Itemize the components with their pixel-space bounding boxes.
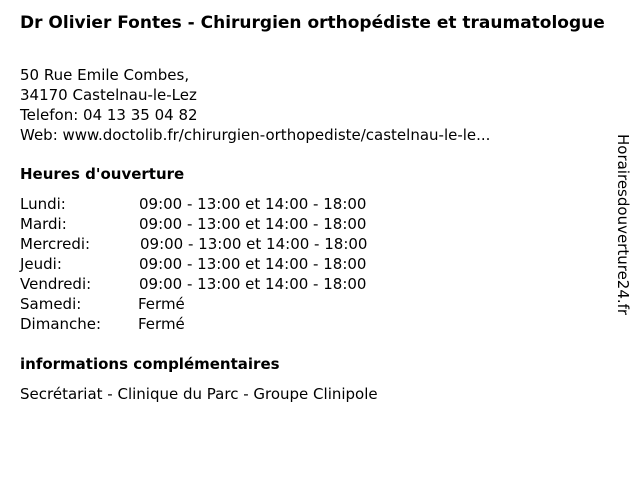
address-block <box>20 65 490 145</box>
address-street: 50 Rue Emile Combes, <box>20 66 190 84</box>
day-label: Jeudi: <box>20 255 62 273</box>
day-label: Mercredi: <box>20 235 91 253</box>
day-label: Lundi: <box>20 195 66 213</box>
day-label: Mardi: <box>20 215 67 233</box>
day-hours: 09:00 - 13:00 et 14:00 - 18:00 <box>140 235 368 253</box>
day-label: Vendredi: <box>20 275 92 293</box>
site-watermark: Horairesdouverture24.fr <box>614 134 632 316</box>
phone-number[interactable]: Telefon: 04 13 35 04 82 <box>20 106 198 124</box>
day-hours: 09:00 - 13:00 et 14:00 - 18:00 <box>139 275 367 293</box>
day-hours: 09:00 - 13:00 et 14:00 - 18:00 <box>139 255 367 273</box>
page-title: Dr Olivier Fontes - Chirurgien orthopédiste et traumatologue <box>20 13 605 33</box>
info-text: Secrétariat - Clinique du Parc - Groupe Clinipole <box>20 385 378 403</box>
day-label: Samedi: <box>20 295 82 313</box>
info-heading: informations complémentaires <box>20 355 280 373</box>
address-city: 34170 Castelnau-le-Lez <box>20 86 197 104</box>
day-hours: 09:00 - 13:00 et 14:00 - 18:00 <box>139 195 367 213</box>
website-link[interactable]: Web: www.doctolib.fr/chirurgien-orthopediste/castelnau-le-le... <box>20 126 491 144</box>
day-hours: Fermé <box>138 295 185 313</box>
hours-heading: Heures d'ouverture <box>20 165 185 183</box>
day-hours: Fermé <box>138 315 185 333</box>
day-hours: 09:00 - 13:00 et 14:00 - 18:00 <box>139 215 367 233</box>
day-label: Dimanche: <box>20 315 102 333</box>
